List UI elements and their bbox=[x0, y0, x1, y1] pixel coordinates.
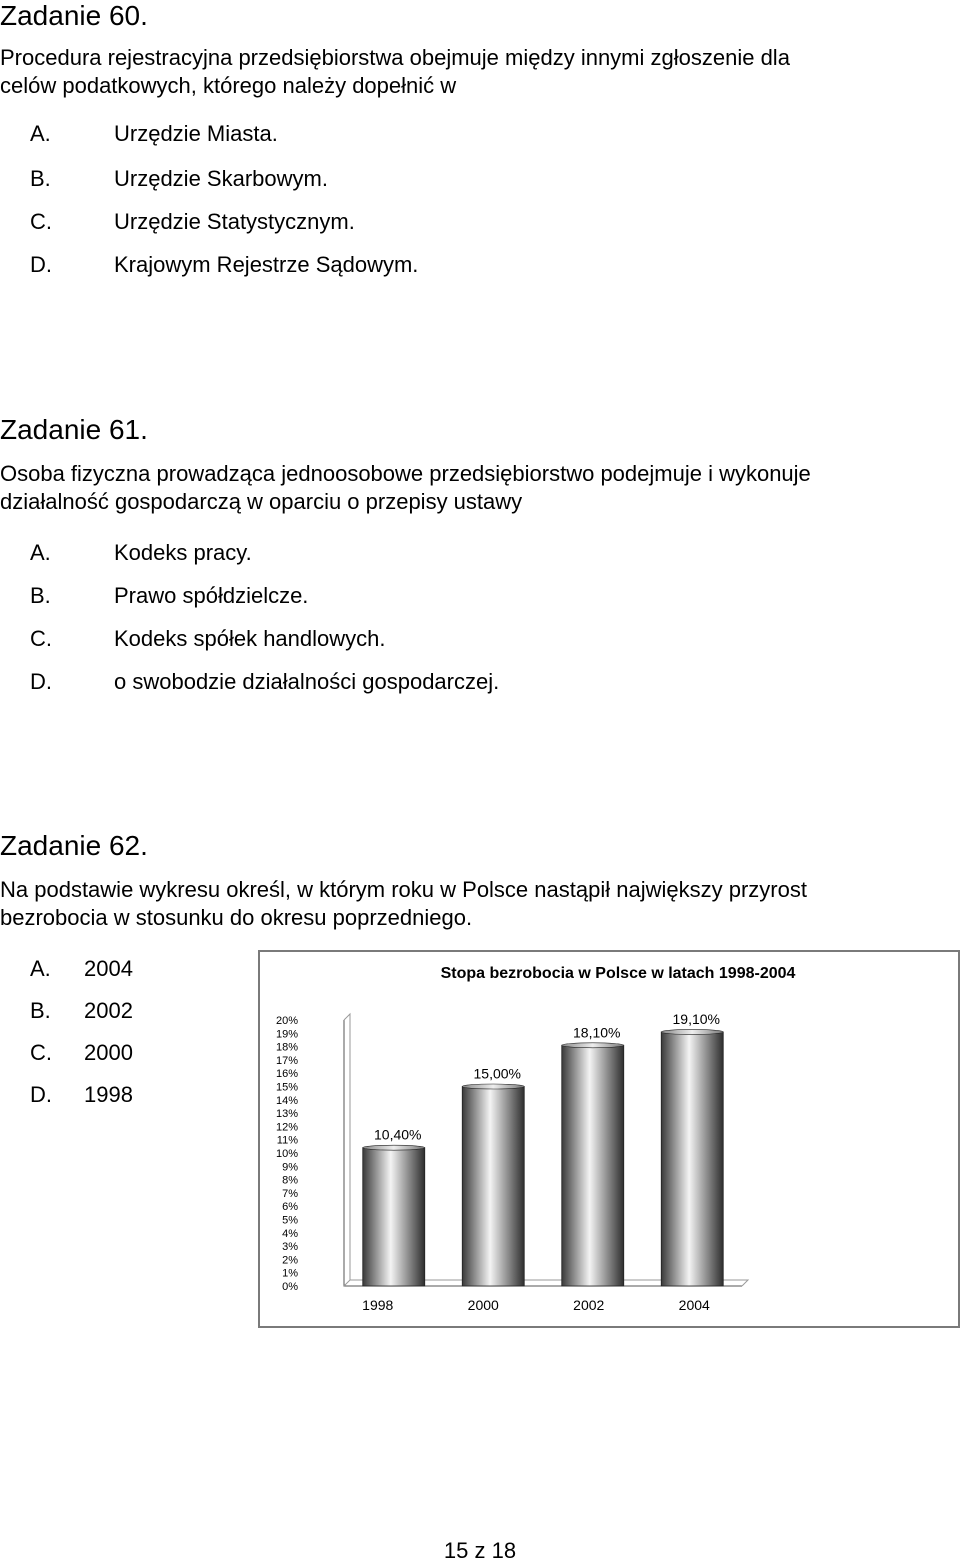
task61-option-a bbox=[30, 540, 252, 566]
option-letter: A. bbox=[30, 121, 51, 146]
option-text: Krajowym Rejestrze Sądowym. bbox=[114, 252, 419, 277]
option-letter: D. bbox=[30, 1082, 52, 1107]
y-tick-label: 0% bbox=[282, 1281, 298, 1293]
task60-option-a bbox=[30, 121, 278, 147]
bar bbox=[462, 1087, 524, 1287]
x-tick-label: 2000 bbox=[467, 1297, 499, 1313]
y-tick-label: 16% bbox=[275, 1068, 298, 1081]
option-text: Urzędzie Statystycznym. bbox=[114, 209, 355, 234]
task61-heading: Zadanie 61. bbox=[0, 414, 148, 445]
x-tick-label: 2002 bbox=[573, 1297, 605, 1313]
task62-question-line1: Na podstawie wykresu określ, w którym roku w Polsce nastąpił największy przyrost bbox=[0, 877, 807, 902]
y-tick-label: 20% bbox=[275, 1015, 298, 1027]
bars bbox=[363, 1029, 724, 1286]
y-tick-label: 4% bbox=[282, 1227, 298, 1240]
y-tick-label: 14% bbox=[275, 1094, 298, 1107]
option-text: o swobodzie działalności gospodarczej. bbox=[114, 669, 500, 694]
unemployment-chart bbox=[258, 950, 960, 1328]
y-tick-label: 5% bbox=[282, 1214, 298, 1227]
option-letter: C. bbox=[30, 626, 52, 651]
task60-option-c bbox=[30, 209, 355, 235]
task61-option-b bbox=[30, 583, 308, 609]
task60-question-line2: celów podatkowych, którego należy dopełnić w bbox=[0, 73, 457, 98]
option-text: Urzędzie Miasta. bbox=[114, 121, 278, 146]
bar-top bbox=[462, 1084, 524, 1089]
data-label: 10,40% bbox=[374, 1126, 422, 1143]
y-tick-label: 19% bbox=[275, 1028, 298, 1041]
y-tick-label: 3% bbox=[282, 1241, 298, 1254]
y-tick-label: 7% bbox=[282, 1187, 298, 1200]
y-tick-label: 8% bbox=[282, 1174, 298, 1187]
option-letter: B. bbox=[30, 583, 51, 608]
task62-option-a bbox=[30, 956, 133, 982]
task61-option-d bbox=[30, 669, 499, 695]
option-text: Prawo spółdzielcze. bbox=[114, 583, 309, 608]
task60-heading: Zadanie 60. bbox=[0, 0, 148, 31]
y-tick-label: 11% bbox=[276, 1134, 298, 1147]
task60-question-line1: Procedura rejestracyjna przedsiębiorstwa obejmuje między innymi zgłoszenie dla bbox=[0, 45, 790, 70]
task62-option-b bbox=[30, 998, 133, 1024]
bar bbox=[661, 1032, 723, 1286]
task61-question-line2: działalność gospodarczą w oparciu o przepisy ustawy bbox=[0, 489, 523, 514]
y-tick-label: 18% bbox=[275, 1041, 298, 1054]
x-tick-label: 1998 bbox=[362, 1297, 394, 1313]
option-letter: C. bbox=[30, 1040, 52, 1065]
option-letter: A. bbox=[30, 540, 51, 565]
task62-question-line2: bezrobocia w stosunku do okresu poprzedniego. bbox=[0, 905, 473, 930]
bar-top bbox=[562, 1043, 624, 1048]
y-tick-label: 10% bbox=[275, 1148, 298, 1160]
y-tick-label: 15% bbox=[275, 1081, 298, 1094]
data-label: 15,00% bbox=[473, 1065, 521, 1082]
option-letter: D. bbox=[30, 252, 52, 277]
task61-question-line1: Osoba fizyczna prowadząca jednoosobowe przedsiębiorstwo podejmuje i wykonuje bbox=[0, 461, 811, 486]
option-text: 2004 bbox=[84, 956, 133, 981]
task60-option-d bbox=[30, 252, 418, 278]
option-text: 2002 bbox=[84, 998, 133, 1023]
option-text: Kodeks spółek handlowych. bbox=[114, 626, 386, 651]
option-letter: D. bbox=[30, 669, 52, 694]
page-number: 15 z 18 bbox=[443, 1538, 517, 1563]
bar bbox=[562, 1045, 624, 1286]
option-text: Urzędzie Skarbowym. bbox=[114, 166, 328, 191]
option-text: Kodeks pracy. bbox=[114, 540, 252, 565]
y-tick-label: 13% bbox=[275, 1108, 298, 1121]
bar bbox=[363, 1148, 425, 1286]
y-tick-label: 9% bbox=[282, 1161, 298, 1174]
option-text: 1998 bbox=[84, 1082, 133, 1107]
task60-option-b bbox=[30, 166, 328, 192]
plot-floor-edge bbox=[344, 1280, 350, 1286]
y-tick-label: 1% bbox=[282, 1267, 298, 1280]
option-letter: B. bbox=[30, 998, 51, 1023]
task61-option-c bbox=[30, 626, 386, 652]
x-tick-label: 2004 bbox=[678, 1297, 710, 1313]
bar-top bbox=[363, 1145, 425, 1150]
y-tick-label: 12% bbox=[275, 1121, 298, 1134]
data-label: 19,10% bbox=[672, 1010, 720, 1027]
y-axis-ticks bbox=[276, 1015, 298, 1293]
y-tick-label: 17% bbox=[275, 1054, 298, 1067]
option-letter: B. bbox=[30, 166, 51, 191]
option-letter: C. bbox=[30, 209, 52, 234]
chart-title: Stopa bezrobocia w Polsce w latach 1998-2004 bbox=[440, 965, 796, 982]
option-text: 2000 bbox=[84, 1040, 133, 1065]
task62-option-c bbox=[30, 1040, 133, 1066]
chart-canvas bbox=[260, 952, 958, 1326]
task62-option-d bbox=[30, 1082, 133, 1108]
x-axis-labels bbox=[362, 1297, 710, 1313]
data-label: 18,10% bbox=[573, 1024, 621, 1041]
task62-heading: Zadanie 62. bbox=[0, 830, 148, 861]
y-tick-label: 6% bbox=[282, 1201, 298, 1214]
option-letter: A. bbox=[30, 956, 51, 981]
y-tick-label: 2% bbox=[282, 1254, 298, 1267]
bar-top bbox=[661, 1029, 723, 1034]
